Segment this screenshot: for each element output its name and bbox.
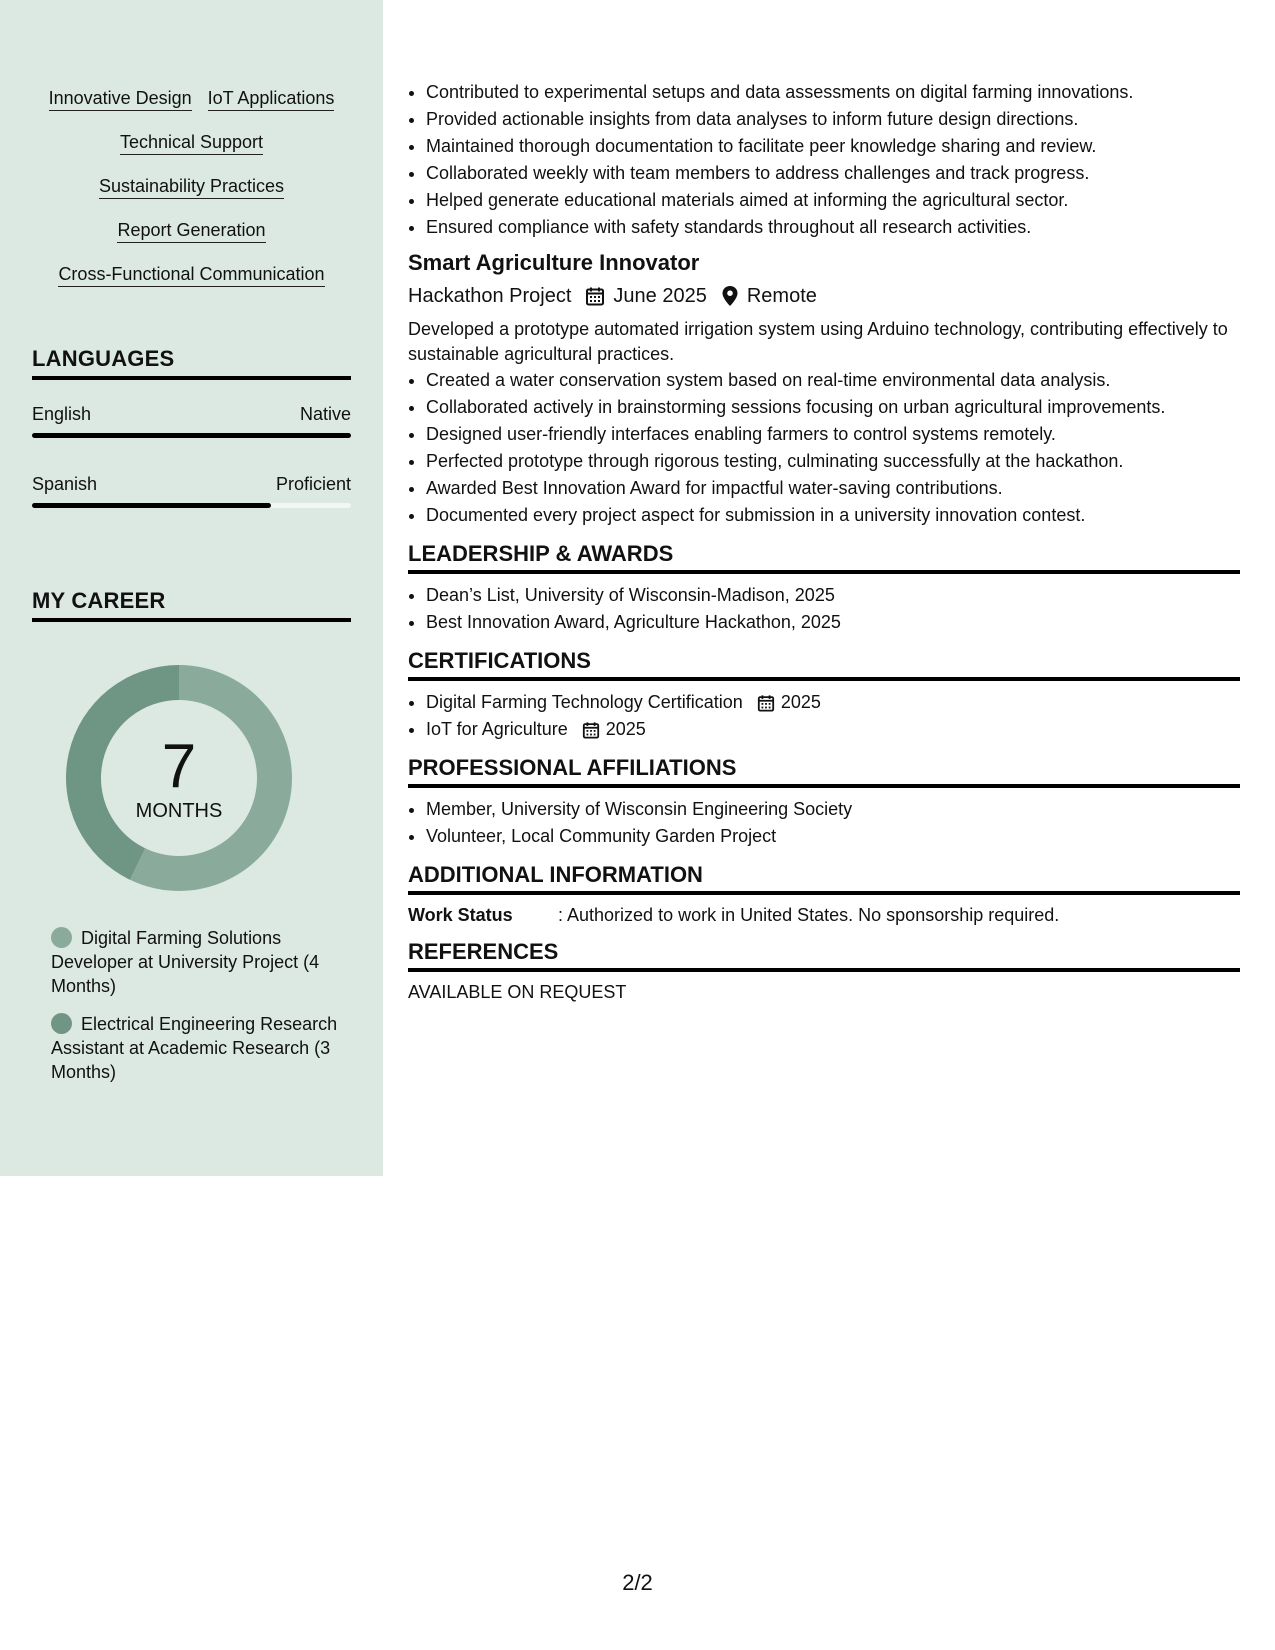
work-status-value: : Authorized to work in United States. No sponsorship required. <box>558 905 1060 925</box>
list-item: • Helped generate educational materials aimed at informing the agricultural sector. <box>426 187 1240 214</box>
list-item: • Dean’s List, University of Wisconsin-Madison, 2025 <box>426 582 1240 609</box>
cert-year: 2025 <box>605 719 646 739</box>
role-location: Remote <box>746 285 817 307</box>
list-item: • Provided actionable insights from data analyses to inform future design directions. <box>426 106 1240 133</box>
skill-tag: Innovative Design <box>49 88 192 111</box>
calendar-icon <box>585 286 605 306</box>
location-pin-icon <box>721 285 739 307</box>
cert-name: • IoT for Agriculture <box>426 719 568 739</box>
language-proficiency-bar <box>32 433 351 438</box>
experience-previous-bullets <box>408 79 1240 241</box>
list-item: • Documented every project aspect for submission in a university innovation contest. <box>426 502 1240 529</box>
list-item: • Awarded Best Innovation Award for impactful water-saving contributions. <box>426 475 1240 502</box>
main-content <box>408 79 1240 1004</box>
list-item: • Perfected prototype through rigorous testing, culminating successfully at the hackathon. <box>426 448 1240 475</box>
language-level: Native <box>299 404 351 424</box>
references-heading: REFERENCES <box>408 939 1240 972</box>
career-legend-item <box>51 1012 341 1084</box>
career-total-unit: MONTHS <box>135 800 223 822</box>
career-total-number: 7 <box>161 732 197 801</box>
role-title: Smart Agriculture Innovator <box>408 250 700 275</box>
sidebar <box>0 0 383 1176</box>
role-date: June 2025 <box>613 285 707 307</box>
language-english <box>32 404 351 438</box>
skill-tag: IoT Applications <box>208 88 335 111</box>
affiliations-list <box>408 796 1240 850</box>
leadership-list <box>408 582 1240 636</box>
language-proficiency-fill <box>32 503 271 508</box>
skill-tag: Sustainability Practices <box>99 176 284 199</box>
list-item <box>426 716 1240 743</box>
career-legend-item <box>51 926 341 998</box>
list-item: • Created a water conservation system based on real-time environmental data analysis. <box>426 367 1240 394</box>
role-description: Developed a prototype automated irrigation system using Arduino technology, contributing effectively to sustainable agricultural practices. <box>408 319 1228 364</box>
language-proficiency-bar <box>32 503 351 508</box>
role-meta <box>408 283 1240 309</box>
list-item: • Best Innovation Award, Agriculture Hackathon, 2025 <box>426 609 1240 636</box>
list-item: • Ensured compliance with safety standards throughout all research activities. <box>426 214 1240 241</box>
list-item: • Member, University of Wisconsin Engineering Society <box>426 796 1240 823</box>
skill-tag: Cross-Functional Communication <box>58 264 324 287</box>
list-item: • Collaborated actively in brainstorming sessions focusing on urban agricultural improvements. <box>426 394 1240 421</box>
language-level: Proficient <box>275 474 351 494</box>
affiliations-heading: PROFESSIONAL AFFILIATIONS <box>408 755 1240 788</box>
cert-name: • Digital Farming Technology Certification <box>426 692 743 712</box>
career-heading: MY CAREER <box>32 588 351 622</box>
skill-tag: Report Generation <box>117 220 265 243</box>
additional-info-heading: ADDITIONAL INFORMATION <box>408 862 1240 895</box>
list-item: • Contributed to experimental setups and data assessments on digital farming innovations. <box>426 79 1240 106</box>
role-bullets <box>408 367 1240 529</box>
work-status <box>408 903 1240 927</box>
role-org: Hackathon Project <box>408 285 572 307</box>
list-item <box>426 689 1240 716</box>
career-legend-label: Digital Farming Solutions Developer at University Project (4 Months) <box>51 928 320 996</box>
languages-heading: LANGUAGES <box>32 346 351 380</box>
list-item: • Maintained thorough documentation to facilitate peer knowledge sharing and review. <box>426 133 1240 160</box>
work-status-label: Work Status <box>408 905 513 925</box>
language-proficiency-fill <box>32 433 351 438</box>
certifications-list <box>408 689 1240 743</box>
legend-dot <box>51 1013 72 1034</box>
references-text: AVAILABLE ON REQUEST <box>408 982 627 1002</box>
skill-tag: Technical Support <box>120 132 263 155</box>
list-item: • Designed user-friendly interfaces enabling farmers to control systems remotely. <box>426 421 1240 448</box>
language-spanish <box>32 474 351 508</box>
skills-list <box>20 88 363 308</box>
calendar-icon <box>582 721 600 739</box>
list-item: • Volunteer, Local Community Garden Project <box>426 823 1240 850</box>
leadership-heading: LEADERSHIP & AWARDS <box>408 541 1240 574</box>
career-legend-label: Electrical Engineering Research Assistant at Academic Research (3 Months) <box>51 1014 338 1082</box>
language-name: English <box>32 404 92 424</box>
language-name: Spanish <box>32 474 98 494</box>
calendar-icon <box>757 694 775 712</box>
cert-year: 2025 <box>780 692 821 712</box>
list-item: • Collaborated weekly with team members to address challenges and track progress. <box>426 160 1240 187</box>
certifications-heading: CERTIFICATIONS <box>408 648 1240 681</box>
page-number: 2/2 <box>622 1570 653 1595</box>
legend-dot <box>51 927 72 948</box>
